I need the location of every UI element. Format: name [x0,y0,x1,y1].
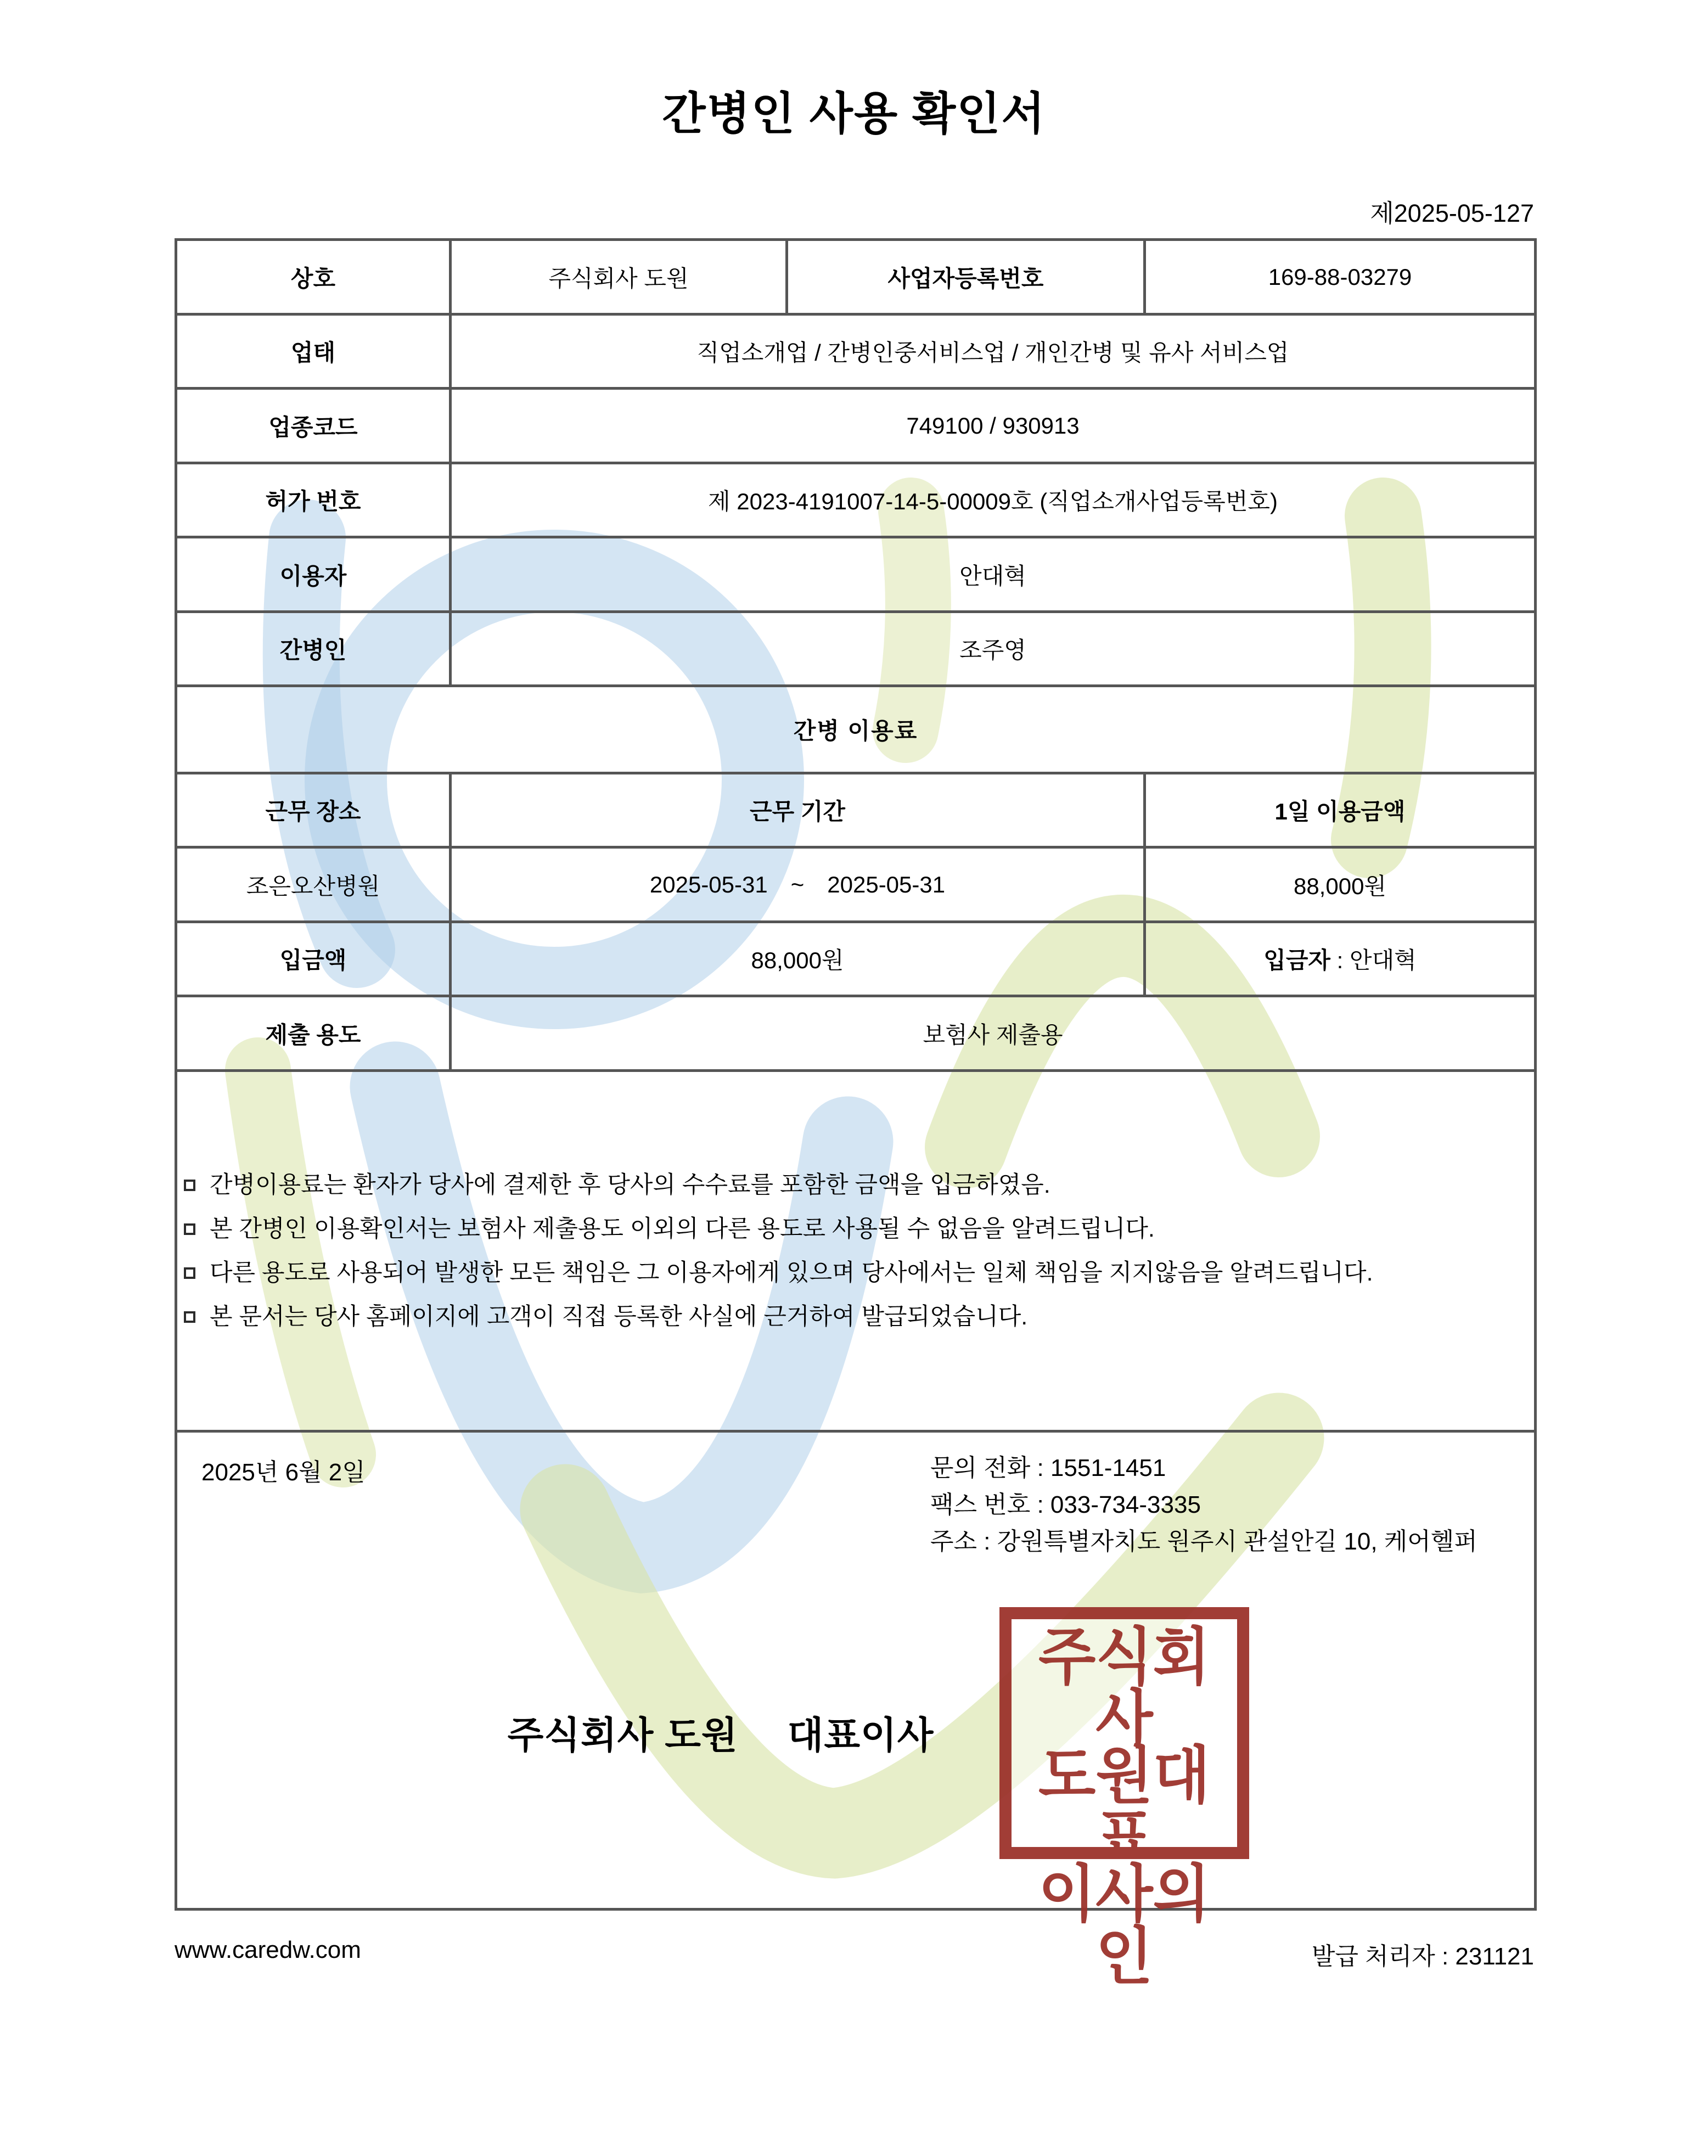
seal-text-row: 이사의인 [1038,1859,1210,1991]
table-row [176,922,1536,996]
depositor-label: 입금자 [1263,947,1330,973]
square-bullet-icon [184,1180,195,1191]
notes-section [176,1071,1536,1431]
period-end: 2025-05-31 [827,871,946,897]
table-row [176,389,1536,463]
corporate-seal-stamp [999,1607,1249,1991]
signature-company: 주식회사 도원 [507,1715,738,1756]
contact-phone: 문의 전화 : 1551-1451 [930,1455,1166,1481]
table-row [176,463,1536,537]
contact-fax: 팩스 번호 : 033-734-3335 [930,1491,1201,1518]
purpose-label: 제출 용도 [176,996,451,1071]
purpose-value: 보험사 제출용 [451,996,1536,1071]
work-place-header: 근무 장소 [176,773,451,847]
page-title: 간병인 사용 확인서 [662,89,1046,139]
note-text: 다른 용도로 사용되어 발생한 모든 책임은 그 이용자에게 있으며 당사에서는 일체 책임을 지지않음을 알려드립니다. [210,1259,1373,1286]
note-text: 본 간병인 이용확인서는 보험사 제출용도 이외의 다른 용도로 사용될 수 없음을 알려드립니다. [210,1215,1155,1242]
depositor-name: : 안대혁 [1330,947,1417,973]
daily-fee-value: 88,000원 [1145,847,1536,922]
license-number-value: 제 2023-4191007-14-5-00009호 (직업소개사업등록번호) [451,463,1536,537]
company-name-label: 상호 [176,240,451,315]
caregiver-label: 간병인 [176,612,451,686]
table-row [176,315,1536,389]
caregiver-value: 조주영 [451,612,1536,686]
company-signature [336,1706,1105,1759]
signature-role: 대표이사 [787,1715,934,1756]
table-row [176,240,1536,315]
square-bullet-icon [184,1223,195,1235]
seal-text-row: 주식회사 [1038,1622,1210,1754]
seal-text-row: 도원대표 [1038,1740,1210,1873]
notes-list [184,1171,1527,1330]
industry-code-label: 업종코드 [176,389,451,463]
business-type-value: 직업소개업 / 간병인중서비스업 / 개인간병 및 유사 서비스업 [451,315,1536,389]
table-row [176,686,1536,773]
daily-fee-header: 1일 이용금액 [1145,773,1536,847]
issue-date: 2025년 6월 2일 [201,1459,366,1486]
contact-info [930,1450,1477,1560]
period-tilde: ~ [790,871,805,897]
page-footer [175,1936,1534,1972]
note-text: 간병이용료는 환자가 당사에 결제한 후 당사의 수수료를 포함한 금액을 입금하였음. [210,1171,1050,1198]
deposit-label: 입금액 [176,922,451,996]
contact-address: 주소 : 강원특별자치도 원주시 관설안길 10, 케어헬퍼 [930,1528,1477,1555]
table-row [176,996,1536,1071]
depositor-cell [1145,922,1536,996]
license-number-label: 허가 번호 [176,463,451,537]
work-place-value: 조은오산병원 [176,847,451,922]
note-item [184,1261,1527,1285]
fee-section-title: 간병 이용료 [176,686,1536,773]
table-row [176,537,1536,612]
note-item [184,1305,1527,1329]
note-item [184,1217,1527,1241]
table-row [176,773,1536,847]
square-bullet-icon [184,1267,195,1279]
work-period-header: 근무 기간 [451,773,1145,847]
table-row [176,847,1536,922]
square-bullet-icon [184,1311,195,1323]
issuer-id: 발급 처리자 : 231121 [1312,1943,1534,1970]
business-reg-label: 사업자등록번호 [787,240,1145,315]
note-text: 본 문서는 당사 홈페이지에 고객이 직접 등록한 사실에 근거하여 발급되었습니다. [210,1303,1028,1330]
industry-code-value: 749100 / 930913 [451,389,1536,463]
table-row [176,612,1536,686]
deposit-amount: 88,000원 [451,922,1145,996]
table-row [176,1071,1536,1431]
table-row [176,1431,1536,1910]
work-period-value [451,847,1145,922]
website-url: www.caredw.com [175,1936,361,1963]
company-name-value: 주식회사 도원 [451,240,787,315]
user-label: 이용자 [176,537,451,612]
business-type-label: 업태 [176,315,451,389]
business-reg-value: 169-88-03279 [1145,240,1536,315]
note-item [184,1171,1527,1198]
user-value: 안대혁 [451,537,1536,612]
document-number: 제2025-05-127 [1370,199,1534,227]
period-start: 2025-05-31 [649,871,768,897]
